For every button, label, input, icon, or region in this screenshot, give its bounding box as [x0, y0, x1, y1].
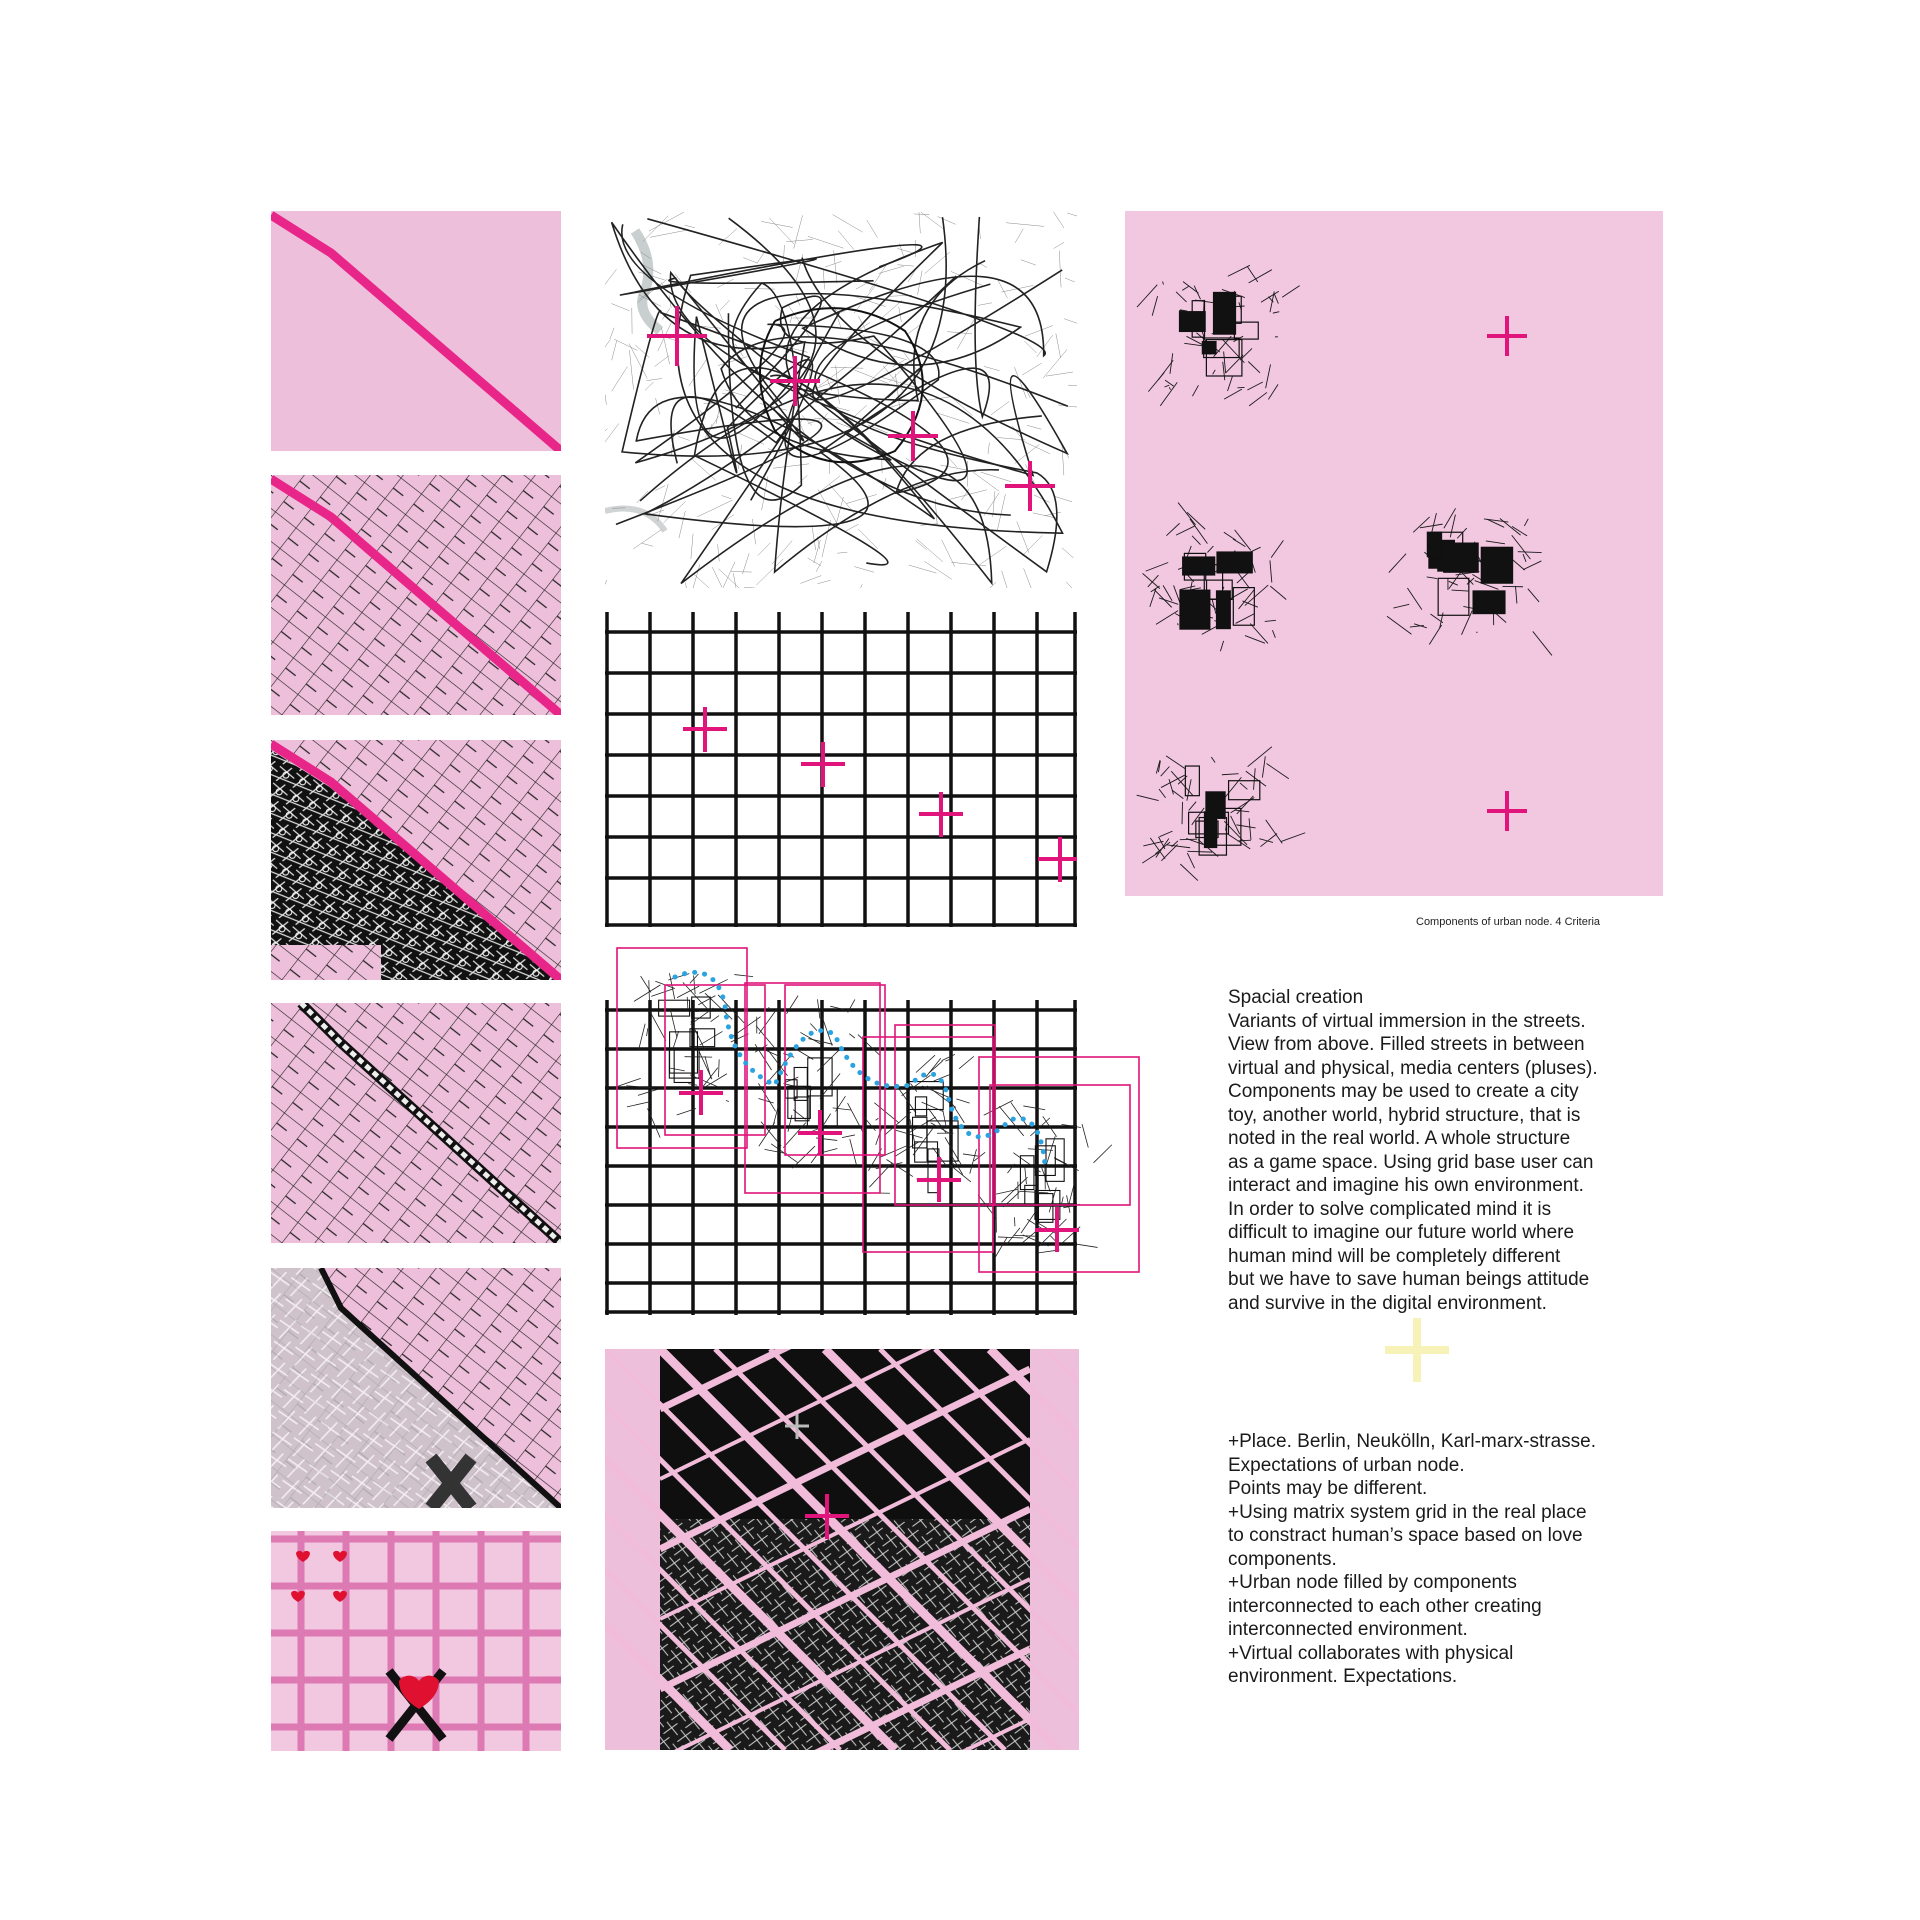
- paragraph-line: environment. Expectations.: [1228, 1666, 1458, 1687]
- paragraph-line: toy, another world, hybrid structure, that is: [1228, 1104, 1581, 1126]
- paragraph-line: In order to solve complicated mind it is: [1228, 1198, 1552, 1220]
- place-description-text: [1228, 1430, 1596, 1689]
- paragraph-line: Expectations of urban node.: [1228, 1454, 1465, 1476]
- paragraph-line: +Virtual collaborates with physical: [1228, 1642, 1514, 1664]
- media-street-panel: [271, 1003, 561, 1243]
- paragraph-line: interconnected environment.: [1228, 1619, 1468, 1640]
- love-grid-panel: [271, 1531, 561, 1751]
- components-caption: Components of urban node. 4 Criteria: [1416, 916, 1601, 928]
- spacial-creation-text: [1228, 986, 1598, 1315]
- street-diagonal-panel: [271, 211, 561, 451]
- matrix-grid-panel: [605, 612, 1077, 927]
- paragraph-line: difficult to imagine our future world where: [1228, 1222, 1575, 1243]
- paragraph-line: +Urban node filled by components: [1228, 1572, 1517, 1593]
- paragraph-line: interconnected to each other creating: [1228, 1595, 1542, 1617]
- paragraph-line: +Using matrix system grid in the real place: [1228, 1501, 1587, 1523]
- section-title: Spacial creation: [1228, 987, 1364, 1008]
- paragraph-line: +Place. Berlin, Neukölln, Karl-marx-strasse.: [1228, 1431, 1596, 1452]
- paragraph-line: Points may be different.: [1228, 1478, 1428, 1499]
- paragraph-line: Variants of virtual immersion in the streets.: [1228, 1010, 1586, 1032]
- paragraph-line: as a game space. Using grid base user can: [1228, 1151, 1594, 1173]
- plus-marker-icon: [1385, 1318, 1449, 1382]
- urban-node-components-panel: [1125, 211, 1663, 896]
- paragraph-line: View from above. Filled streets in between: [1228, 1034, 1585, 1055]
- paragraph-line: interact and imagine his own environment.: [1228, 1175, 1584, 1196]
- components-on-grid-panel: [605, 945, 1140, 1315]
- paragraph-line: components.: [1228, 1548, 1337, 1570]
- city-map-panel: [605, 211, 1077, 588]
- paragraph-line: and survive in the digital environment.: [1228, 1292, 1547, 1314]
- paragraph-line: virtual and physical, media centers (pluses).: [1228, 1057, 1598, 1079]
- paragraph-line: but we have to save human beings attitude: [1228, 1269, 1590, 1290]
- virtual-fill-panel: [271, 740, 561, 980]
- hybrid-overlay-panel: [271, 1268, 561, 1508]
- neukolln-site-plan-panel: [605, 1349, 1079, 1750]
- paragraph-line: noted in the real world. A whole structure: [1228, 1128, 1571, 1149]
- paragraph-line: human mind will be completely different: [1228, 1245, 1561, 1267]
- paragraph-line: to constract human’s space based on love: [1228, 1525, 1583, 1546]
- street-map-panel: [271, 475, 561, 715]
- paragraph-line: Components may be used to create a city: [1228, 1081, 1579, 1102]
